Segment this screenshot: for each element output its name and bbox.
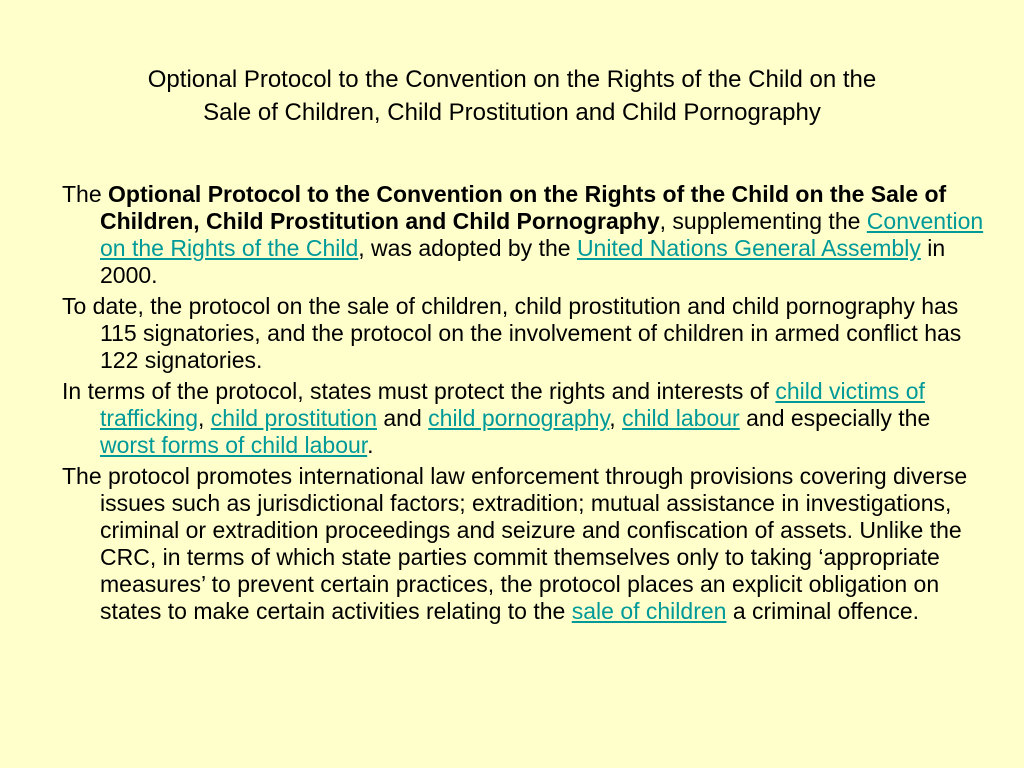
paragraph-adoption [62,181,986,289]
link-child-prostitution[interactable]: child prostitution [210,405,377,431]
link-child-labour[interactable]: child labour [622,405,740,431]
protocol-name-bold: Optional Protocol to the Convention on the Rights of the Child on the Sale of Children, Child Prostitution and Child Pornography [100,181,947,234]
text-run: and [377,405,429,431]
text-run: , [198,405,211,431]
paragraph-enforcement [62,463,986,625]
text-run: The protocol promotes international law enforcement through provisions covering diverse issues such as jurisdictional factors; extradition; mutual assistance in investigations, criminal or extradition proceedings and seizure and confiscation of assets. Unlike the CRC, in terms of which state parties commit themselves only to taking ‘appropriate measures’ to prevent certain practices, the protocol places an explicit obligation on states to make certain activities relating to the [62,463,968,624]
link-un-general-assembly[interactable]: United Nations General Assembly [576,235,921,261]
slide-title-line-2: Sale of Children, Child Prostitution and Child Pornography [203,99,821,126]
link-sale-of-children[interactable]: sale of children [571,598,727,624]
slide-body [62,181,986,629]
text-run: , was adopted by the [358,235,577,261]
slide-title [60,63,964,129]
link-child-pornography[interactable]: child pornography [428,405,610,431]
text-run: The [62,181,109,207]
text-run: , supplementing the [659,208,867,234]
text-run: . [367,432,374,458]
link-child-victims-trafficking[interactable]: child victims of trafficking [100,378,925,431]
text-run: To date, the protocol on the sale of children, child prostitution and child pornography has 115 signatories, and the protocol on the involvement of children in armed conflict has 122 signatories. [62,293,962,373]
slide-title-line-1: Optional Protocol to the Convention on the Rights of the Child on the [147,66,877,93]
text-run: , [609,405,623,431]
text-run: and especially the [739,405,931,431]
paragraph-signatories [62,293,986,374]
text-run: a criminal offence. [726,598,920,624]
link-worst-forms-child-labour[interactable]: worst forms of child labour [100,432,368,458]
text-run: In terms of the protocol, states must protect the rights and interests of [62,378,776,404]
link-convention-rights-child[interactable]: Convention on the Rights of the Child [100,208,984,261]
paragraph-protections [62,378,986,459]
text-run: in 2000. [100,235,946,288]
